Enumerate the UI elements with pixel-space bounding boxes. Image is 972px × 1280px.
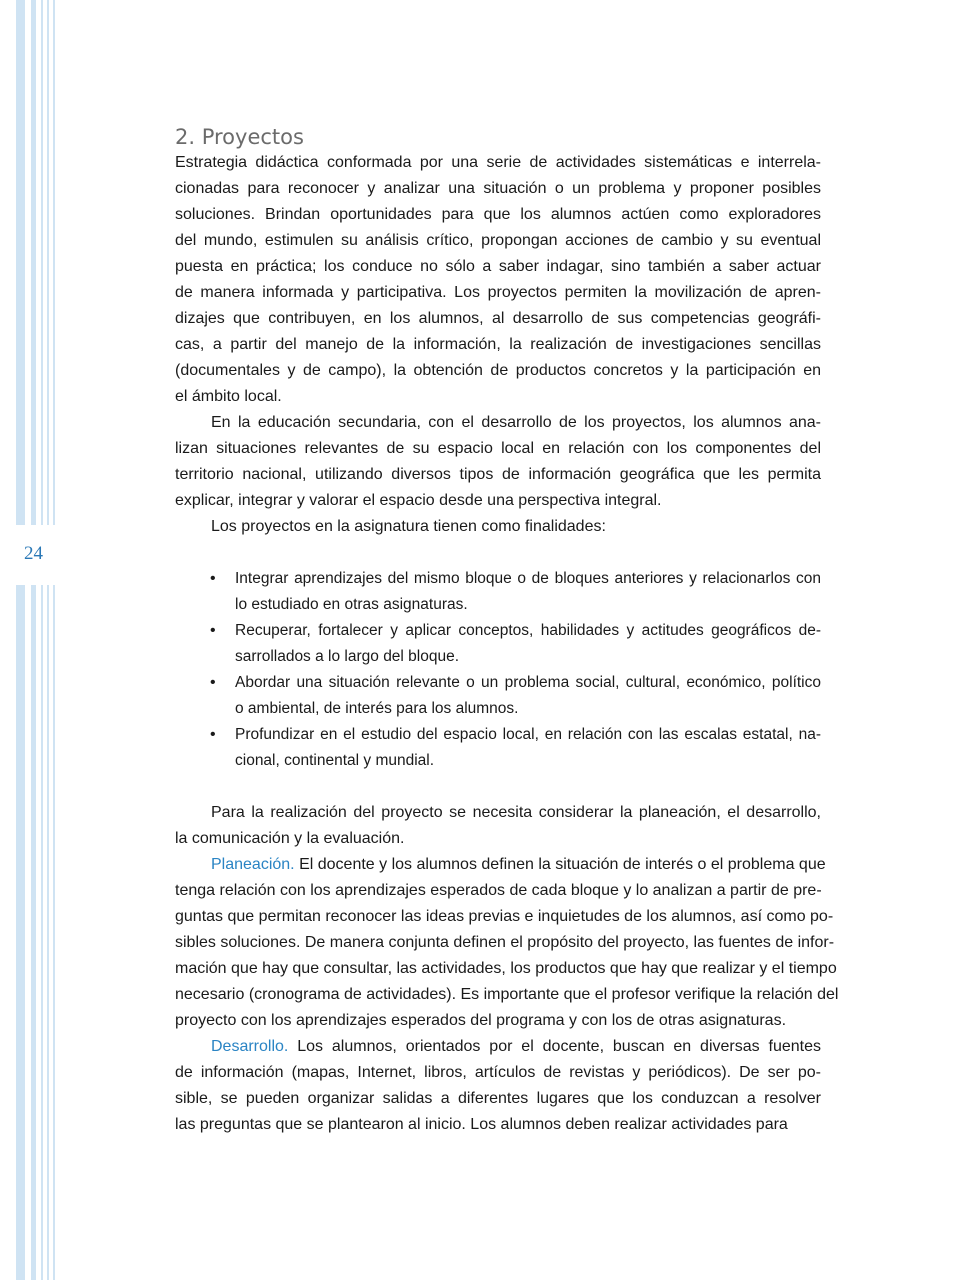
bullet-item [175,722,821,774]
bullet-item [175,670,821,722]
text-line: lo estudiado en otras asignaturas. [235,596,468,613]
text-line: de información (mapas, Internet, libros, artículos de revistas y periódicos). De ser po- [175,1064,821,1081]
text-line: Estrategia didáctica conformada por una serie de actividades sistemáticas e interrela- [175,154,821,171]
bullet-icon: • [210,622,216,639]
text-line: puesta en práctica; los conduce no sólo a saber indagar, sino también a saber actuar [175,258,821,275]
text-line: mación que hay que consultar, las actividades, los productos que hay que realizar y el tiempo [175,960,837,977]
text-line: de manera informada y participativa. Los proyectos permiten la movilización de apren- [175,284,821,301]
text-line [175,852,826,878]
subheading-label: Desarrollo. [211,1038,289,1055]
text-line: sarrollados a lo largo del bloque. [235,648,460,665]
text-line: Los proyectos en la asignatura tienen como finalidades: [211,518,606,535]
paragraph [175,852,839,1034]
text-line: Abordar una situación relevante o un problema social, cultural, económico, político [235,674,821,691]
stripe [53,585,55,1280]
text-line: del mundo, estimulen su análisis crítico, propongan acciones de cambio y su eventual [175,232,821,249]
stripe [16,0,25,525]
stripe [31,585,36,1280]
text-line: En la educación secundaria, con el desarrollo de los proyectos, los alumnos ana- [211,414,821,431]
section-heading: 2. Proyectos [175,125,304,149]
text-line: Para la realización del proyecto se necesita considerar la planeación, el desarrollo, [211,804,821,821]
stripe [16,585,25,1280]
text-line: la comunicación y la evaluación. [175,830,405,847]
text-line: sible, se pueden organizar salidas a diferentes lugares que los conduzcan a resolver [175,1090,821,1107]
text-line: soluciones. Brindan oportunidades para que los alumnos actúen como exploradores [175,206,821,223]
subheading-label: Planeación. [211,856,295,873]
text-line: cas, a partir del manejo de la información, la realización de investigaciones sencillas [175,336,821,353]
paragraph [175,150,821,410]
text-line: Integrar aprendizajes del mismo bloque o de bloques anteriores y relacionarlos con [235,570,821,587]
text-line: territorio nacional, utilizando diversos tipos de información geográfica que les permita [175,466,821,483]
page-number: 24 [24,543,43,564]
text-line: el ámbito local. [175,388,282,405]
text-line: explicar, integrar y valorar el espacio desde una perspectiva integral. [175,492,662,509]
bullet-item [175,566,821,618]
bullet-icon: • [210,674,216,691]
text-line: las preguntas que se plantearon al inicio. Los alumnos deben realizar actividades para [175,1116,788,1133]
bullet-item [175,618,821,670]
text-line: dizajes que contribuyen, en los alumnos, al desarrollo de sus competencias geográfi- [175,310,821,327]
text-line: cionadas para reconocer y analizar una situación o un problema y proponer posibles [175,180,821,197]
page-content [175,122,839,1138]
text-line: guntas que permitan reconocer las ideas previas e inquietudes de los alumnos, así como po- [175,908,834,925]
paragraph [175,410,821,514]
text-line-rest: El docente y los alumnos definen la situación de interés o el problema que [294,856,826,873]
text-line: lizan situaciones relevantes de su espacio local en relación con los componentes del [175,440,821,457]
text-line: tenga relación con los aprendizajes esperados de cada bloque y lo analizan a partir de pre- [175,882,822,899]
text-line: (documentales y de campo), la obtención de productos concretos y la participación en [175,362,821,379]
text-line-rest: Los alumnos, orientados por el docente, buscan en diversas fuentes [288,1038,821,1055]
paragraph [175,514,821,540]
text-line: proyecto con los aprendizajes esperados del programa y con los de otras asignaturas. [175,1012,787,1029]
text-line [175,1034,821,1060]
paragraph [175,1034,821,1138]
stripe [53,0,55,525]
text-line: cional, continental y mundial. [235,752,435,769]
stripe [47,0,49,525]
stripe [41,0,43,525]
bullet-icon: • [210,570,216,587]
text-line: Recuperar, fortalecer y aplicar conceptos, habilidades y actitudes geográficos de- [235,622,821,639]
stripe [41,585,43,1280]
text-line: Profundizar en el estudio del espacio local, en relación con las escalas estatal, na- [235,726,821,743]
text-line: necesario (cronograma de actividades). Es importante que el profesor verifique la relación del [175,986,839,1003]
bullet-icon: • [210,726,216,743]
stripe [31,0,36,525]
stripe [47,585,49,1280]
text-line: sibles soluciones. De manera conjunta definen el propósito del proyecto, las fuentes de infor- [175,934,835,951]
paragraph [175,800,821,852]
text-line: o ambiental, de interés para los alumnos. [235,700,519,717]
